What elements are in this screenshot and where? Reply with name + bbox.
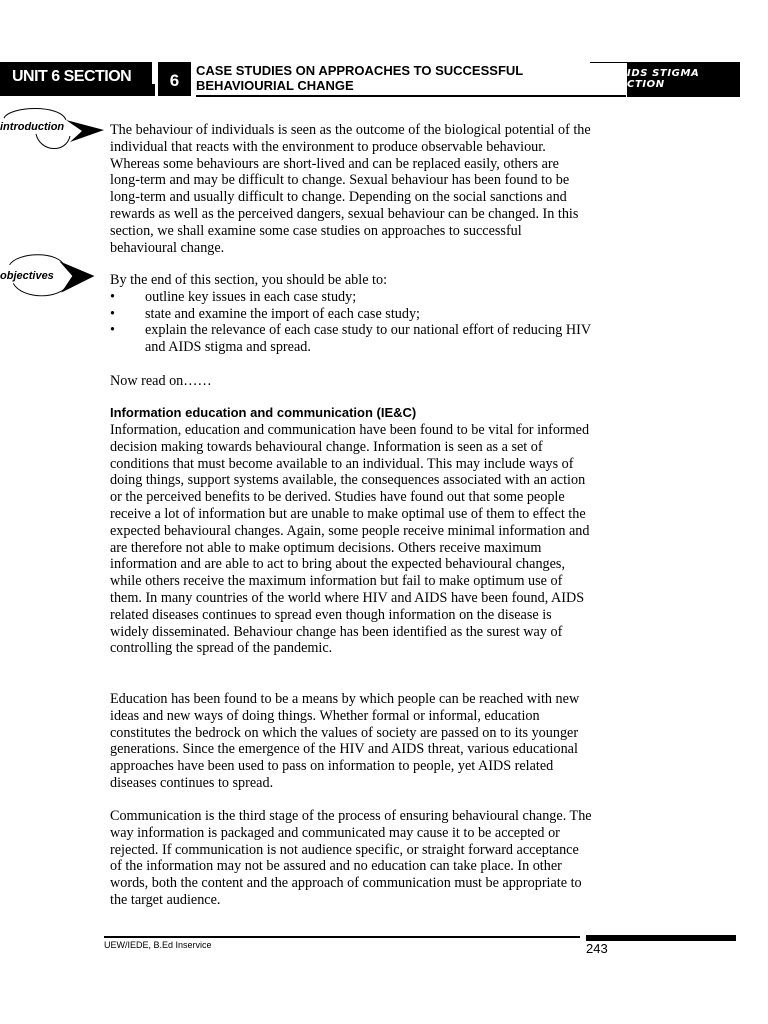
introduction-paragraph: The behaviour of individuals is seen as the outcome of the biological potential of the individual that reacts with the environment to produce observable behaviour. Whereas some behaviours are short-lived and can be replaced easily, others are long-term and may be difficult to change. Sexual behaviour has been found to be long-term and usually difficult to change. Depending on the social sanctions and rewards as well as the perceived dangers, sexual behaviour can be changed. In this section, we shall examine some case studies on approaches to successful behavioural change.	[110, 122, 591, 256]
iec-heading: Information education and communication (IE&C)	[110, 405, 417, 420]
header-top-rule	[590, 62, 628, 63]
iec-paragraph-information: Information, education and communication have been found to be vital for informed decision making towards behavioural change. Information is seen as a set of conditions that must become available to an individual. This may include ways of doing things, support systems available, the consequences associated with an action or the perceived benefits to be derived. Studies have found out that some people receive a lot of information but are unable to make optimal use of them to effect the expected behavioural changes. Again, some people receive minimal information and are therefore not able to make optimum decisions. Others receive maximum information and are able to act to bring about the expected behavioural changes, while others receive the maximum information but fail to make optimum use of them. In many countries of the world where HIV and AIDS have been found, AIDS related diseases continues to spread even though information on the disease is widely disseminated. Behaviour change has been identified as the surest way of controlling the spread of the pandemic.	[110, 422, 590, 657]
bullet-symbol: •	[110, 305, 115, 322]
objective-item-text: state and examine the import of each case study;	[145, 305, 420, 322]
running-title-line-2: CTION	[627, 79, 665, 90]
objective-item	[110, 322, 592, 356]
section-title-line-1: CASE STUDIES ON APPROACHES TO SUCCESSFUL	[196, 63, 524, 78]
objectives-block	[110, 272, 592, 356]
section-number: 6	[158, 62, 191, 96]
header-divider-mark	[152, 84, 155, 96]
objective-item	[110, 306, 592, 323]
objective-item-text: explain the relevance of each case study to our national effort of reducing HIV and AIDS stigma and spread.	[145, 322, 591, 356]
header-rule	[196, 95, 626, 97]
footer-bar	[586, 935, 736, 941]
bullet-symbol: •	[110, 322, 115, 339]
footer-institution: UEW/IEDE, B.Ed Inservice	[104, 940, 212, 950]
page-number: 243	[586, 941, 608, 956]
footer-rule	[104, 936, 580, 938]
read-on-text: Now read on……	[110, 373, 212, 389]
introduction-text	[110, 122, 592, 256]
bullet-symbol: •	[110, 288, 115, 305]
objectives-lead: By the end of this section, you should be able to:	[110, 272, 388, 288]
header-running-title	[627, 62, 740, 97]
objective-item-text: outline key issues in each case study;	[145, 288, 357, 305]
section-title	[196, 63, 586, 93]
introduction-icon-label: introduction	[0, 121, 65, 133]
running-title-line-1: IDS STIGMA	[627, 68, 700, 79]
iec-paragraph-education: Education has been found to be a means by which people can be reached with new ideas and new ways of doing things. Whether formal or informal, education constitutes the bedrock on which the values of society are passed on to its younger generations. Since the emergence of the HIV and AIDS threat, various educational approaches have been used to pass on information to people, yet AIDS related diseases continues to spread.	[110, 691, 580, 791]
objective-item	[110, 289, 592, 306]
objectives-icon-label: objectives	[0, 270, 54, 282]
unit-section-label: UNIT 6 SECTION	[0, 62, 152, 96]
iec-paragraph-communication: Communication is the third stage of the process of ensuring behavioural change. The way information is packaged and communicated may cause it to be accepted or rejected. If communication is not audience specific, or straight forward acceptance of the information may not be assured and no education can take place. In other words, both the content and the approach of communication must be appropriate to the target audience.	[110, 808, 592, 908]
section-title-line-2: BEHAVIOURIAL CHANGE	[196, 78, 354, 93]
